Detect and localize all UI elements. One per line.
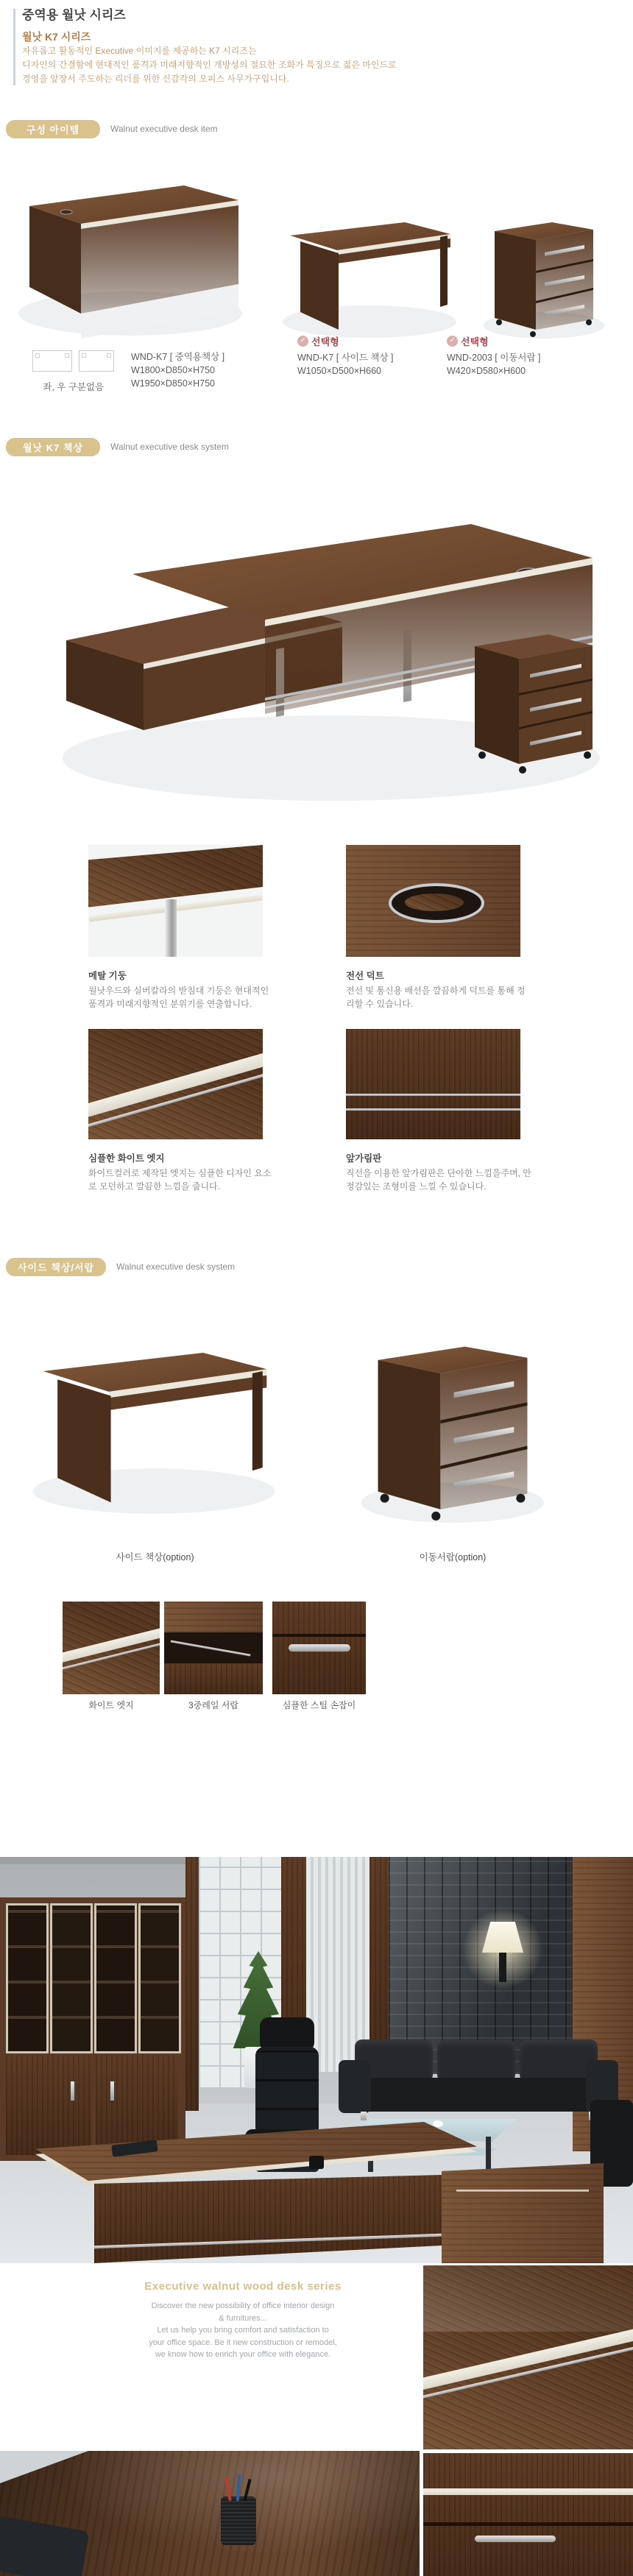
door-handle [71, 2081, 74, 2101]
detail-caption-steel-handle: 심플한 스틸 손잡이 [282, 1700, 356, 1710]
side-desk-option-photo [21, 1292, 289, 1528]
panel-silver-line-2 [346, 1108, 520, 1111]
mobile-drawer-illustration [328, 1295, 578, 1527]
footer-photo-drawer-detail [423, 2453, 633, 2576]
desk-layout-note: 좌, 우 구분없음 [43, 382, 105, 392]
desc-line-3: 경영을 앞장서 주도하는 리더를 위한 신감각의 오피스 사무가구입니다. [22, 74, 289, 84]
background-wedge [0, 2451, 88, 2483]
mobile-drawer-caption [447, 334, 541, 378]
white-edge-band [423, 2488, 633, 2495]
footer-line-2: & furnitures... [219, 2313, 267, 2323]
section-desk-subtitle: Walnut executive desk system [110, 442, 229, 452]
section-side-badge: 사이드 책상/서랍 [6, 1258, 106, 1276]
executive-desk-dims-1: W1800×D850×H750 [131, 365, 215, 375]
page-title: 중역용 월낫 시리즈 [22, 8, 126, 22]
section-desk-header [6, 439, 229, 455]
drawer-gap-line [272, 1634, 366, 1637]
side-desk-optional [297, 334, 394, 348]
desk-phone [0, 2515, 89, 2576]
hero-photo-l-desk [22, 464, 611, 811]
header-accent-rule [13, 9, 15, 85]
desk-layout-diagram-right [79, 350, 114, 372]
executive-desk-illustration [9, 153, 252, 343]
feature-body: 화이트컬러로 제작된 엣지는 심플한 디자인 요소로 모던하고 깔끔한 느낌을 줍니다. [88, 1168, 272, 1192]
section-side-subtitle: Walnut executive desk system [116, 1262, 236, 1272]
mesh-pen-cup [221, 2497, 256, 2545]
white-edge-band [423, 2324, 633, 2392]
mobile-drawer-illustration [477, 188, 611, 342]
detail-photo-drawer-rail [164, 1602, 263, 1694]
panel-silver-line-1 [346, 1094, 520, 1096]
footer-line-3: Let us help you bring comfort and satisfaction to [157, 2326, 329, 2335]
detail-photo-steel-handle [272, 1602, 366, 1694]
bookcase-glass-door [50, 1903, 93, 2053]
section-desk-badge: 월낫 K7 책상 [6, 438, 100, 456]
foreground-desk-return [442, 2163, 604, 2263]
desk-layout-diagrams [32, 350, 114, 394]
executive-desk-label: WND-K7 [ 중역용책상 ] [131, 352, 225, 362]
footer-heading: Executive walnut wood desk series [144, 2280, 342, 2293]
check-icon [447, 336, 458, 347]
mobile-drawer-label: WND-2003 [ 이동서랍 ] [447, 353, 541, 363]
side-desk-option-caption: 사이드 책상(option) [116, 1552, 194, 1563]
drawer-gap-line [423, 2522, 633, 2526]
steel-handle [475, 2536, 556, 2542]
sofa-back-cushion [437, 2039, 515, 2082]
feature-text-front-panel [346, 1151, 537, 1193]
steel-handle [289, 1644, 350, 1652]
feature-body: 직선을 이용한 앞가림판은 단아한 느낌을주며, 안정감있는 조형미를 느낄 수 있습니다. [346, 1168, 531, 1192]
side-desk-optional-label: 선택형 [311, 336, 339, 347]
mobile-drawer-optional-label: 선택형 [461, 336, 489, 347]
product-photo-mobile-drawer [477, 188, 611, 342]
leather-sofa [346, 2039, 611, 2128]
duct-lid [405, 894, 464, 911]
mobile-drawer-optional [447, 334, 541, 348]
footer-text-block [74, 2280, 412, 2361]
feature-photo-front-panel [346, 1029, 520, 1139]
wall-lamp-stem [499, 1953, 506, 1982]
feature-body: 전선 및 통신용 배선을 깔끔하게 덕트를 통해 정리할 수 있습니다. [346, 986, 526, 1009]
detail-caption-drawer-rail: 3중레일 서랍 [188, 1700, 238, 1710]
metal-column [165, 899, 177, 957]
feature-photo-metal-column [88, 845, 263, 957]
side-desk-dims: W1050×D500×H660 [297, 366, 381, 376]
bookcase-glass-door [94, 1903, 137, 2053]
feature-title: 심플한 화이트 엣지 [88, 1153, 165, 1164]
door-handle [110, 2081, 114, 2101]
feature-text-metal-column [88, 969, 271, 1011]
side-desk-label: WND-K7 [ 사이드 책상 ] [297, 353, 394, 363]
bookcase-glass-door [6, 1903, 49, 2053]
feature-title: 전선 덕트 [346, 971, 384, 981]
feature-text-cable-duct [346, 969, 528, 1011]
mobile-drawer-option-photo [328, 1295, 578, 1527]
side-desk-illustration [274, 185, 467, 342]
mobile-drawer-dims: W420×D580×H600 [447, 366, 526, 376]
wood-pillar [185, 1857, 199, 2111]
footer-line-4: your office space. Be it new construction or remodel, [149, 2338, 337, 2347]
detail-photo-white-edge [63, 1602, 160, 1694]
section-items-header [6, 121, 218, 137]
drawer-rail [171, 1640, 251, 1656]
feature-body: 월낫우드와 실버칼라의 받침대 기둥은 현대적인 품격과 미래지향적인 분위기를 연출합니다. [88, 986, 269, 1009]
drawer-top-edge [164, 1602, 263, 1632]
feature-photo-cable-duct [346, 845, 520, 957]
sofa-seat [346, 2078, 611, 2112]
series-title: 월낫 K7 시리즈 [22, 31, 91, 43]
executive-desk-dims-2: W1950×D850×H750 [131, 378, 215, 389]
bookcase-glass-door [138, 1903, 181, 2053]
feature-title: 메탈 기둥 [88, 971, 127, 981]
footer-photo-desk-edge [423, 2265, 633, 2449]
product-photo-executive-desk [9, 153, 252, 343]
feature-photo-white-edge [88, 1029, 263, 1139]
side-desk-caption [297, 334, 394, 378]
footer-line-1: Discover the new possibility of office interior design [151, 2301, 335, 2310]
sofa-armrest [339, 2060, 371, 2113]
desk-top-surface [35, 2122, 477, 2181]
series-description [22, 44, 397, 86]
detail-caption-white-edge: 화이트 엣지 [88, 1700, 134, 1710]
white-edge-band [63, 1625, 160, 1665]
lifestyle-photo-office-interior [0, 1857, 633, 2263]
section-items-badge: 구성 아이템 [6, 120, 100, 138]
feature-title: 앞가림판 [346, 1153, 382, 1164]
section-items-subtitle: Walnut executive desk item [110, 124, 218, 134]
desk-layout-diagram-left [32, 350, 72, 372]
footer-photo-desktop-surface [0, 2451, 420, 2576]
check-icon [297, 336, 308, 347]
desc-line-1: 자유롭고 활동적인 Executive 이미지를 제공하는 K7 시리즈는 [22, 46, 257, 56]
product-photo-side-desk [274, 185, 467, 342]
table-leg [486, 2137, 491, 2169]
l-desk-illustration [22, 464, 611, 811]
pen-holder [309, 2156, 324, 2169]
side-desk-illustration [21, 1292, 289, 1528]
feature-text-white-edge [88, 1151, 280, 1193]
highlight [423, 2265, 633, 2332]
drawer-front [164, 1663, 263, 1694]
executive-desk-caption [131, 350, 224, 390]
section-side-header [6, 1259, 235, 1275]
desc-line-2: 디자인의 간결함에 현대적인 품격과 미래지향적인 개방성의 절묘한 조화가 특징으로 젊은 마인드로 [22, 60, 397, 70]
return-silver-line [456, 2190, 589, 2192]
mobile-drawer-option-caption: 이동서랍(option) [419, 1552, 487, 1563]
footer-line-5: we know how to enrich your office with elegance. [155, 2350, 331, 2359]
